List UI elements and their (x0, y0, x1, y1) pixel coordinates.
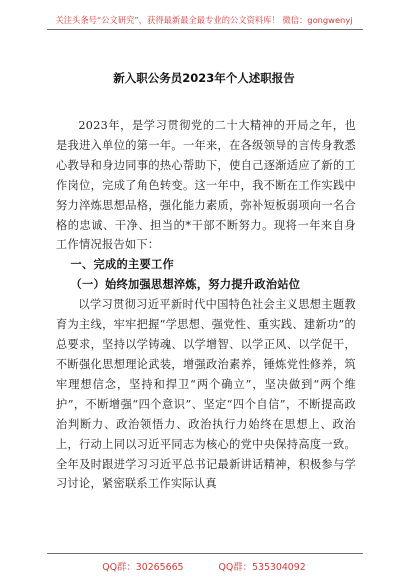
section-heading: 一、完成的主要工作 (70, 258, 174, 272)
subsection-paragraph: 以学习贯彻习近平新时代中国特色社会主义思想主题教育为主线，牢牢把握“学思想、强党性、重实践、建新功”的总要求，坚持以学铸魂、以学增智、以学正风、以学促干，不断强化思想理论武装，增强政治素养，锤炼党性修养，筑牢理想信念，坚持和捍卫“两个确立”，坚决做到“两个维护”，不断增强“四个意识”、坚定“四个自信”，不断提高政治判断力、政治领悟力、政治执行力始终在思想上、政治上，行动上同以习近平同志为核心的党中央保持高度一致。全年及时跟进学习习近平总书记最新讲话精神，积极参与学习讨论，紧密联系工作实际认真 (56, 298, 356, 491)
header-divider (47, 29, 363, 30)
header-banner: 关注头条号“公文研究”，获得最新最全最专业的公文资料库！ 微信：gongwenyj (55, 15, 353, 25)
subsection-heading: （一）始终加强思想淬炼，努力提升政治站位 (70, 278, 301, 292)
document-body (56, 116, 356, 494)
footer-divider (47, 553, 363, 554)
document-title: 新入职公务员2023年个人述职报告 (113, 71, 295, 85)
footer-qq-group-1: QQ群：30265665 (102, 562, 184, 573)
footer-qq-group-2: QQ群：535304092 (218, 562, 306, 573)
intro-paragraph: 2023年，是学习贯彻党的二十大精神的开局之年，也是我进入单位的第一年。一年来，在各级领导的言传身教悉心教导和身边同事的热心帮助下，使自己逐渐适应了新的工作岗位，完成了角色转变。这一年中，我不断在工作实践中努力淬炼思想品格，强化能力素质，弥补短板弱项向一名合格的忠诚、干净、担当的*干部不断努力。现将一年来自身工作情况报告如下： (56, 119, 356, 252)
footer (0, 559, 408, 573)
